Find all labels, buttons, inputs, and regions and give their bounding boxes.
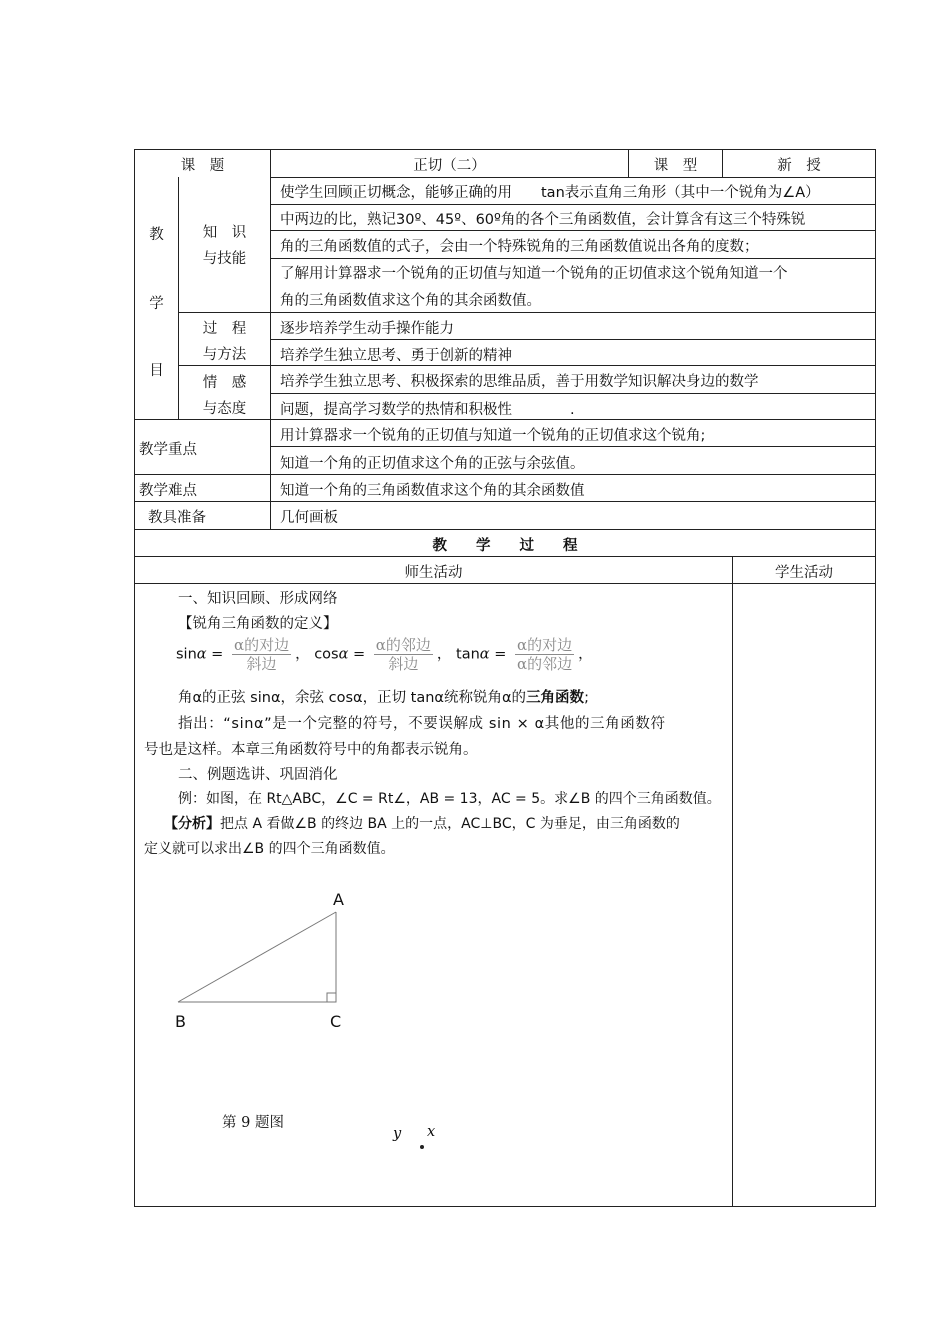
difficulty-text: 知道一个角的三角函数值求这个角的其余函数值 bbox=[280, 483, 585, 499]
sin-denominator: 斜边 bbox=[246, 655, 277, 673]
objectives-group-label-1: 教 bbox=[149, 227, 164, 243]
point-dot bbox=[420, 1145, 424, 1149]
topic-label: 课 题 bbox=[180, 158, 225, 174]
analysis-bold: 【分析】 bbox=[164, 816, 220, 832]
tan-numerator: α的对边 bbox=[516, 636, 573, 654]
alpha-symbol: α bbox=[338, 646, 349, 663]
cos-fraction bbox=[374, 636, 433, 673]
knowledge-line-4: 了解用计算器求一个锐角的正切值与知道一个锐角的正切值求这个锐角知道一个 bbox=[280, 266, 788, 282]
analysis-line-1 bbox=[164, 813, 680, 833]
alpha-symbol: α bbox=[196, 646, 207, 663]
type-label: 课 型 bbox=[653, 158, 698, 174]
tools-label: 教具准备 bbox=[148, 510, 206, 526]
definition-pre: 角α的正弦 sinα，余弦 cosα，正切 tanα统称锐角α的 bbox=[178, 690, 527, 706]
figure-caption: 第 9 题图 bbox=[222, 1115, 284, 1131]
sin-fraction bbox=[232, 636, 291, 673]
analysis-line-1-text: 把点 A 看做∠B 的终边 BA 上的一点，AC⊥BC，C 为垂足，由三角函数的 bbox=[220, 816, 680, 832]
right-angle-mark bbox=[327, 993, 336, 1002]
process-title: 教 学 过 程 bbox=[432, 538, 578, 554]
emotion-line-1: 培养学生独立思考、积极探索的思维品质，善于用数学知识解决身边的数学 bbox=[280, 374, 759, 390]
key-points-line-1: 用计算器求一个锐角的正切值与知道一个锐角的正切值求这个锐角; bbox=[280, 428, 706, 444]
emotion-line-2: 问题，提高学习数学的热情和积极性 . bbox=[280, 402, 575, 418]
knowledge-line-3: 角的三角函数值的式子，会由一个特殊锐角的三角函数值说出各角的度数； bbox=[280, 239, 759, 255]
knowledge-line-5: 角的三角函数值求这个角的其余函数值。 bbox=[280, 293, 541, 309]
process-label-1: 过 程 bbox=[202, 321, 247, 337]
teacher-column-header: 师生活动 bbox=[404, 565, 463, 581]
sin-label: sin bbox=[176, 646, 197, 663]
note-line-1: 指出：“sinα”是一个完整的符号，不要误解成 sin × α其他的三角函数符 bbox=[178, 716, 666, 732]
emotion-label-2: 与态度 bbox=[202, 401, 247, 417]
definition-bold: 三角函数 bbox=[526, 690, 585, 706]
difficulty-label: 教学难点 bbox=[139, 483, 197, 499]
student-column-header: 学生活动 bbox=[775, 565, 833, 581]
vertex-c-label: C bbox=[330, 1012, 342, 1031]
side-ba bbox=[178, 912, 336, 1002]
tan-label: tan bbox=[456, 646, 480, 663]
process-line-1: 逐步培养学生动手操作能力 bbox=[280, 321, 454, 337]
type-value: 新 授 bbox=[777, 158, 821, 174]
process-label-2: 与方法 bbox=[202, 347, 247, 363]
vertex-b-label: B bbox=[175, 1012, 186, 1031]
tan-fraction bbox=[515, 636, 574, 673]
section-1-title: 一、知识回顾、形成网络 bbox=[178, 591, 338, 607]
knowledge-line-2: 中两边的比，熟记30º、45º、60º角的各个三角函数值，会计算含有这三个特殊锐 bbox=[280, 212, 806, 228]
x-mark: x bbox=[427, 1124, 436, 1140]
vertex-a-label: A bbox=[333, 890, 344, 909]
key-points-label: 教学重点 bbox=[139, 442, 197, 458]
emotion-label-1: 情 感 bbox=[202, 375, 247, 391]
tools-text: 几何画板 bbox=[280, 510, 338, 526]
note-line-2: 号也是这样。本章三角函数符号中的角都表示锐角。 bbox=[144, 742, 478, 758]
topic-value: 正切（二） bbox=[413, 158, 486, 174]
cos-denominator: 斜边 bbox=[388, 655, 419, 673]
trig-definitions-formula: sinα = $\frac{\text{α的对边}}{\text{斜边}}$ ， cosα = $\frac{\text{α的邻边}}{\text{斜边}}$ ， tanα = $\frac{\text{α的对边}}{\text{α的邻边}}$ ， bbox=[176, 636, 593, 673]
section-2-title: 二、例题选讲、巩固消化 bbox=[178, 767, 338, 783]
process-line-2: 培养学生独立思考、勇于创新的精神 bbox=[280, 348, 512, 364]
definition-post: ; bbox=[584, 690, 589, 706]
knowledge-label-1: 知 识 bbox=[202, 225, 247, 241]
analysis-line-2: 定义就可以求出∠B 的四个三角函数值。 bbox=[144, 841, 395, 857]
cos-label: cos bbox=[314, 646, 339, 663]
knowledge-line-1: 使学生回顾正切概念，能够正确的用 tan表示直角三角形（其中一个锐角为∠A） bbox=[280, 185, 820, 201]
y-mark: y bbox=[393, 1126, 402, 1142]
definition-sentence bbox=[178, 686, 589, 707]
key-points-line-2: 知道一个角的正切值求这个角的正弦与余弦值。 bbox=[280, 456, 585, 472]
example-text: 例：如图，在 Rt△ABC，∠C = Rt∠，AB = 13，AC = 5。求∠B 的四个三角函数值。 bbox=[178, 791, 721, 807]
tan-denominator: α的邻边 bbox=[516, 655, 573, 673]
alpha-symbol: α bbox=[479, 646, 490, 663]
cos-numerator: α的邻边 bbox=[375, 636, 431, 654]
objectives-group-label-2: 学 bbox=[149, 296, 164, 312]
objectives-group-label-3: 目 bbox=[149, 363, 164, 379]
sin-numerator: α的对边 bbox=[233, 636, 290, 654]
section-1-subtitle: 【锐角三角函数的定义】 bbox=[178, 616, 338, 632]
knowledge-label-2: 与技能 bbox=[202, 251, 247, 267]
